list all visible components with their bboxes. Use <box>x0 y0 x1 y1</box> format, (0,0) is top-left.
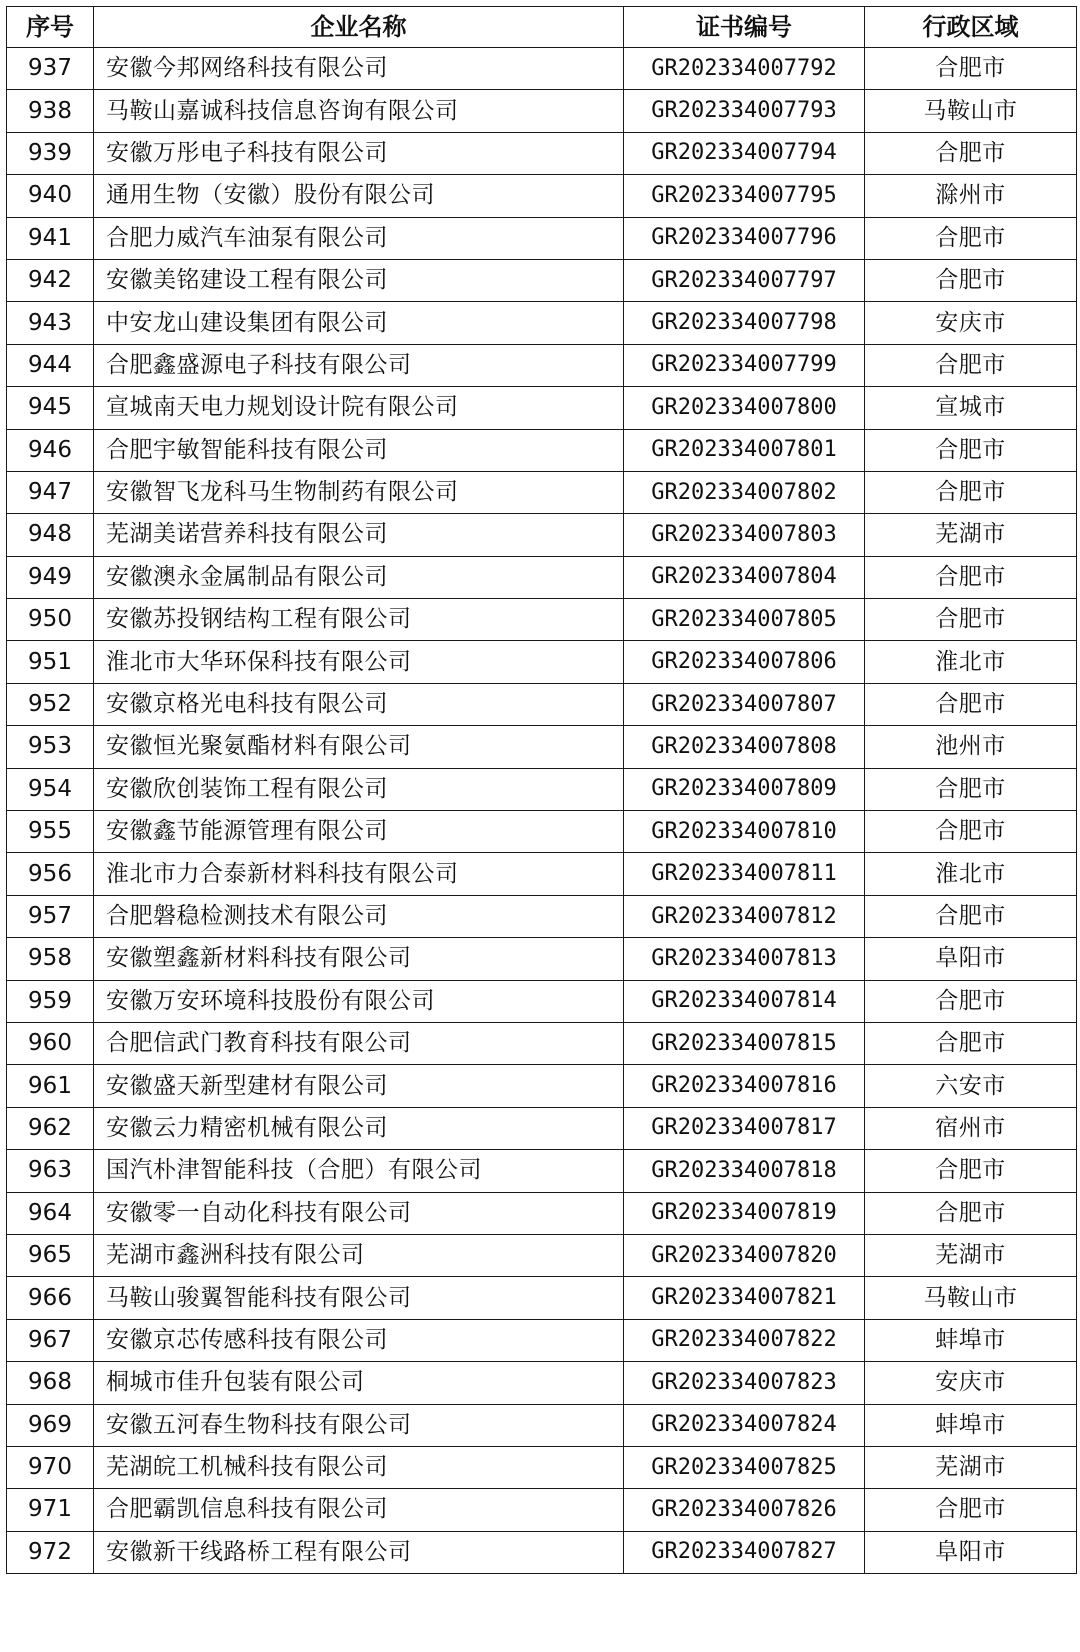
header-company-name: 企业名称 <box>94 7 624 48</box>
table-row <box>7 683 1077 725</box>
table-row <box>7 556 1077 598</box>
cell-seq: 950 <box>7 599 94 641</box>
table-row <box>7 895 1077 937</box>
cell-region: 阜阳市 <box>865 938 1077 980</box>
cell-company-name: 安徽云力精密机械有限公司 <box>94 1107 624 1149</box>
table-row <box>7 599 1077 641</box>
cell-seq: 951 <box>7 641 94 683</box>
cell-region: 淮北市 <box>865 853 1077 895</box>
cell-certificate-number: GR202334007800 <box>624 387 865 429</box>
table-row <box>7 259 1077 301</box>
cell-certificate-number: GR202334007809 <box>624 768 865 810</box>
cell-company-name: 马鞍山骏翼智能科技有限公司 <box>94 1277 624 1319</box>
cell-company-name: 安徽零一自动化科技有限公司 <box>94 1192 624 1234</box>
cell-region: 合肥市 <box>865 811 1077 853</box>
cell-company-name: 合肥鑫盛源电子科技有限公司 <box>94 344 624 386</box>
cell-seq: 955 <box>7 811 94 853</box>
cell-company-name: 安徽万彤电子科技有限公司 <box>94 132 624 174</box>
cell-seq: 959 <box>7 980 94 1022</box>
table-row <box>7 1022 1077 1064</box>
cell-certificate-number: GR202334007816 <box>624 1065 865 1107</box>
cell-seq: 964 <box>7 1192 94 1234</box>
table-row <box>7 1319 1077 1361</box>
table-row <box>7 1192 1077 1234</box>
enterprise-certificate-table <box>6 6 1077 1574</box>
cell-company-name: 合肥磐稳检测技术有限公司 <box>94 895 624 937</box>
enterprise-certificate-table-sheet <box>6 6 1076 1574</box>
cell-region: 芜湖市 <box>865 1234 1077 1276</box>
cell-company-name: 安徽新干线路桥工程有限公司 <box>94 1531 624 1573</box>
cell-region: 马鞍山市 <box>865 1277 1077 1319</box>
cell-region: 宣城市 <box>865 387 1077 429</box>
table-row <box>7 1150 1077 1192</box>
cell-certificate-number: GR202334007805 <box>624 599 865 641</box>
cell-seq: 948 <box>7 514 94 556</box>
cell-certificate-number: GR202334007820 <box>624 1234 865 1276</box>
cell-company-name: 安徽智飞龙科马生物制药有限公司 <box>94 471 624 513</box>
cell-seq: 972 <box>7 1531 94 1573</box>
cell-company-name: 芜湖皖工机械科技有限公司 <box>94 1446 624 1488</box>
cell-certificate-number: GR202334007810 <box>624 811 865 853</box>
cell-seq: 939 <box>7 132 94 174</box>
cell-region: 合肥市 <box>865 1489 1077 1531</box>
cell-region: 马鞍山市 <box>865 90 1077 132</box>
cell-seq: 937 <box>7 48 94 90</box>
cell-seq: 966 <box>7 1277 94 1319</box>
cell-company-name: 中安龙山建设集团有限公司 <box>94 302 624 344</box>
cell-region: 宿州市 <box>865 1107 1077 1149</box>
cell-certificate-number: GR202334007825 <box>624 1446 865 1488</box>
cell-certificate-number: GR202334007812 <box>624 895 865 937</box>
cell-certificate-number: GR202334007806 <box>624 641 865 683</box>
cell-region: 合肥市 <box>865 683 1077 725</box>
cell-company-name: 合肥信武门教育科技有限公司 <box>94 1022 624 1064</box>
header-seq: 序号 <box>7 7 94 48</box>
cell-region: 安庆市 <box>865 1362 1077 1404</box>
cell-region: 合肥市 <box>865 259 1077 301</box>
cell-certificate-number: GR202334007807 <box>624 683 865 725</box>
cell-region: 池州市 <box>865 726 1077 768</box>
table-row <box>7 1107 1077 1149</box>
cell-region: 滁州市 <box>865 175 1077 217</box>
table-row <box>7 217 1077 259</box>
cell-company-name: 安徽欣创装饰工程有限公司 <box>94 768 624 810</box>
cell-company-name: 安徽苏投钢结构工程有限公司 <box>94 599 624 641</box>
cell-company-name: 桐城市佳升包装有限公司 <box>94 1362 624 1404</box>
cell-company-name: 安徽盛天新型建材有限公司 <box>94 1065 624 1107</box>
cell-region: 淮北市 <box>865 641 1077 683</box>
header-region: 行政区域 <box>865 7 1077 48</box>
cell-seq: 947 <box>7 471 94 513</box>
cell-region: 阜阳市 <box>865 1531 1077 1573</box>
cell-seq: 962 <box>7 1107 94 1149</box>
cell-certificate-number: GR202334007792 <box>624 48 865 90</box>
cell-region: 合肥市 <box>865 980 1077 1022</box>
table-body <box>7 48 1077 1574</box>
cell-seq: 971 <box>7 1489 94 1531</box>
cell-seq: 938 <box>7 90 94 132</box>
cell-company-name: 合肥宇敏智能科技有限公司 <box>94 429 624 471</box>
cell-seq: 952 <box>7 683 94 725</box>
table-row <box>7 344 1077 386</box>
cell-seq: 970 <box>7 1446 94 1488</box>
cell-seq: 961 <box>7 1065 94 1107</box>
header-certificate-number: 证书编号 <box>624 7 865 48</box>
cell-seq: 946 <box>7 429 94 471</box>
cell-region: 芜湖市 <box>865 1446 1077 1488</box>
cell-company-name: 马鞍山嘉诚科技信息咨询有限公司 <box>94 90 624 132</box>
cell-company-name: 淮北市大华环保科技有限公司 <box>94 641 624 683</box>
cell-seq: 954 <box>7 768 94 810</box>
cell-company-name: 安徽澳永金属制品有限公司 <box>94 556 624 598</box>
cell-company-name: 安徽京芯传感科技有限公司 <box>94 1319 624 1361</box>
cell-region: 芜湖市 <box>865 514 1077 556</box>
cell-region: 合肥市 <box>865 48 1077 90</box>
table-row <box>7 302 1077 344</box>
cell-region: 合肥市 <box>865 471 1077 513</box>
cell-region: 安庆市 <box>865 302 1077 344</box>
cell-certificate-number: GR202334007819 <box>624 1192 865 1234</box>
table-row <box>7 1362 1077 1404</box>
cell-certificate-number: GR202334007813 <box>624 938 865 980</box>
table-row <box>7 1277 1077 1319</box>
cell-certificate-number: GR202334007826 <box>624 1489 865 1531</box>
cell-company-name: 安徽京格光电科技有限公司 <box>94 683 624 725</box>
cell-company-name: 安徽塑鑫新材料科技有限公司 <box>94 938 624 980</box>
table-row <box>7 132 1077 174</box>
cell-company-name: 安徽万安环境科技股份有限公司 <box>94 980 624 1022</box>
cell-seq: 945 <box>7 387 94 429</box>
cell-seq: 953 <box>7 726 94 768</box>
cell-company-name: 芜湖市鑫洲科技有限公司 <box>94 1234 624 1276</box>
cell-company-name: 国汽朴津智能科技（合肥）有限公司 <box>94 1150 624 1192</box>
cell-certificate-number: GR202334007803 <box>624 514 865 556</box>
cell-region: 合肥市 <box>865 217 1077 259</box>
cell-company-name: 合肥霸凯信息科技有限公司 <box>94 1489 624 1531</box>
cell-region: 合肥市 <box>865 556 1077 598</box>
cell-seq: 949 <box>7 556 94 598</box>
cell-seq: 941 <box>7 217 94 259</box>
cell-seq: 958 <box>7 938 94 980</box>
cell-company-name: 安徽鑫节能源管理有限公司 <box>94 811 624 853</box>
table-row <box>7 641 1077 683</box>
cell-certificate-number: GR202334007799 <box>624 344 865 386</box>
cell-region: 六安市 <box>865 1065 1077 1107</box>
cell-seq: 940 <box>7 175 94 217</box>
cell-company-name: 宣城南天电力规划设计院有限公司 <box>94 387 624 429</box>
cell-certificate-number: GR202334007794 <box>624 132 865 174</box>
table-row <box>7 1065 1077 1107</box>
cell-region: 合肥市 <box>865 1022 1077 1064</box>
cell-certificate-number: GR202334007808 <box>624 726 865 768</box>
table-row <box>7 429 1077 471</box>
cell-seq: 969 <box>7 1404 94 1446</box>
cell-region: 合肥市 <box>865 1192 1077 1234</box>
cell-certificate-number: GR202334007796 <box>624 217 865 259</box>
cell-certificate-number: GR202334007815 <box>624 1022 865 1064</box>
cell-seq: 967 <box>7 1319 94 1361</box>
cell-company-name: 合肥力威汽车油泵有限公司 <box>94 217 624 259</box>
cell-company-name: 安徽今邦网络科技有限公司 <box>94 48 624 90</box>
table-row <box>7 768 1077 810</box>
table-row <box>7 471 1077 513</box>
table-row <box>7 387 1077 429</box>
table-row <box>7 938 1077 980</box>
cell-certificate-number: GR202334007818 <box>624 1150 865 1192</box>
table-row <box>7 175 1077 217</box>
cell-certificate-number: GR202334007814 <box>624 980 865 1022</box>
cell-certificate-number: GR202334007824 <box>624 1404 865 1446</box>
cell-seq: 956 <box>7 853 94 895</box>
table-row <box>7 980 1077 1022</box>
cell-region: 蚌埠市 <box>865 1319 1077 1361</box>
cell-certificate-number: GR202334007802 <box>624 471 865 513</box>
table-row <box>7 514 1077 556</box>
cell-region: 合肥市 <box>865 768 1077 810</box>
cell-certificate-number: GR202334007804 <box>624 556 865 598</box>
table-row <box>7 90 1077 132</box>
cell-region: 合肥市 <box>865 895 1077 937</box>
cell-certificate-number: GR202334007821 <box>624 1277 865 1319</box>
cell-certificate-number: GR202334007797 <box>624 259 865 301</box>
cell-certificate-number: GR202334007827 <box>624 1531 865 1573</box>
cell-company-name: 安徽美铭建设工程有限公司 <box>94 259 624 301</box>
cell-region: 合肥市 <box>865 429 1077 471</box>
cell-seq: 963 <box>7 1150 94 1192</box>
cell-certificate-number: GR202334007795 <box>624 175 865 217</box>
table-row <box>7 1446 1077 1488</box>
cell-seq: 965 <box>7 1234 94 1276</box>
cell-certificate-number: GR202334007822 <box>624 1319 865 1361</box>
table-row <box>7 1489 1077 1531</box>
table-row <box>7 853 1077 895</box>
cell-certificate-number: GR202334007817 <box>624 1107 865 1149</box>
cell-seq: 944 <box>7 344 94 386</box>
cell-region: 合肥市 <box>865 1150 1077 1192</box>
cell-certificate-number: GR202334007811 <box>624 853 865 895</box>
cell-region: 蚌埠市 <box>865 1404 1077 1446</box>
cell-company-name: 通用生物（安徽）股份有限公司 <box>94 175 624 217</box>
table-header-row <box>7 7 1077 48</box>
table-row <box>7 1234 1077 1276</box>
table-row <box>7 1404 1077 1446</box>
cell-certificate-number: GR202334007823 <box>624 1362 865 1404</box>
cell-seq: 957 <box>7 895 94 937</box>
cell-region: 合肥市 <box>865 344 1077 386</box>
table-row <box>7 48 1077 90</box>
cell-company-name: 安徽恒光聚氨酯材料有限公司 <box>94 726 624 768</box>
cell-seq: 943 <box>7 302 94 344</box>
cell-certificate-number: GR202334007801 <box>624 429 865 471</box>
table-row <box>7 811 1077 853</box>
cell-certificate-number: GR202334007798 <box>624 302 865 344</box>
cell-company-name: 安徽五河春生物科技有限公司 <box>94 1404 624 1446</box>
table-row <box>7 726 1077 768</box>
cell-seq: 960 <box>7 1022 94 1064</box>
cell-seq: 942 <box>7 259 94 301</box>
table-row <box>7 1531 1077 1573</box>
cell-region: 合肥市 <box>865 132 1077 174</box>
cell-seq: 968 <box>7 1362 94 1404</box>
cell-certificate-number: GR202334007793 <box>624 90 865 132</box>
cell-company-name: 芜湖美诺营养科技有限公司 <box>94 514 624 556</box>
cell-region: 合肥市 <box>865 599 1077 641</box>
cell-company-name: 淮北市力合泰新材料科技有限公司 <box>94 853 624 895</box>
